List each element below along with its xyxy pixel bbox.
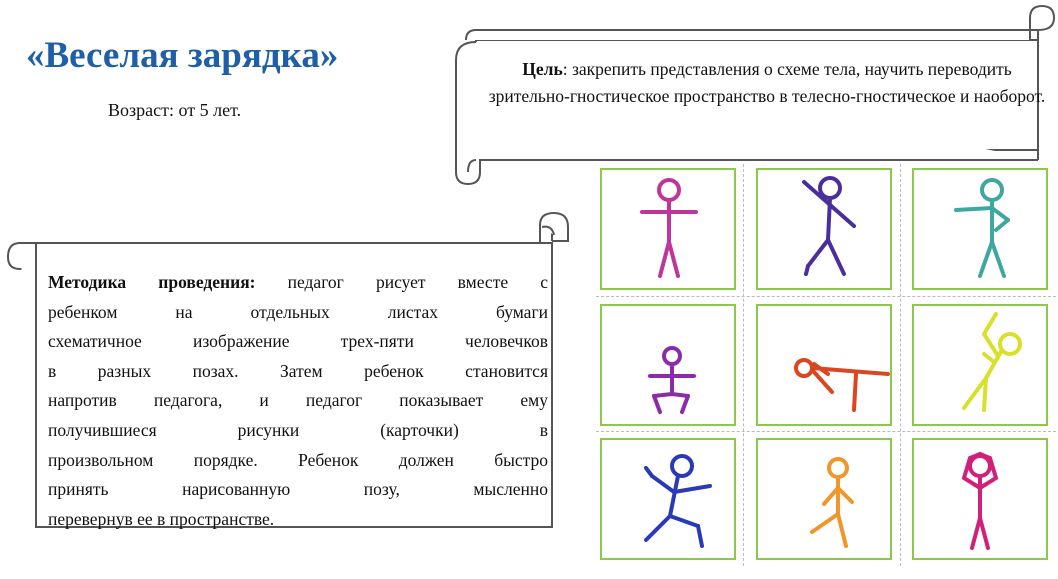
- method-line: схематичное изображение трех-пяти человечков: [48, 331, 548, 352]
- stick-figure-walking-icon: [758, 440, 890, 558]
- method-line: принять нарисованную позу, мысленно: [48, 479, 548, 500]
- goal-text: [484, 56, 1050, 110]
- age-label: Возраст: от 5 лет.: [108, 100, 242, 120]
- pose-cards-grid: [596, 164, 1056, 566]
- method-line: перевернув ее в пространстве.: [48, 508, 275, 529]
- method-line: напротив педагога, и педагог показывает ему: [48, 390, 548, 411]
- pose-card: [600, 304, 736, 426]
- pose-card: [756, 304, 892, 426]
- pose-card: [756, 438, 892, 560]
- stick-figure-side-bend-icon: [914, 306, 1046, 424]
- stick-figure-lunge-arms-out-icon: [602, 440, 734, 558]
- method-line: произвольном порядке. Ребенок должен быстро: [48, 449, 548, 470]
- method-line: Методика проведения: педагог рисует вместе с: [48, 272, 548, 292]
- stick-figure-hand-on-hip-icon: [914, 170, 1046, 288]
- method-text: [48, 268, 548, 534]
- stick-figure-lunge-icon: [758, 170, 890, 288]
- pose-card: [600, 438, 736, 560]
- stick-figure-arms-out-icon: [602, 170, 734, 288]
- pose-card: [912, 304, 1048, 426]
- pose-card: [912, 168, 1048, 290]
- method-line: ребенком на отдельных листах бумаги: [48, 301, 548, 322]
- stick-figure-hands-on-head-icon: [914, 440, 1046, 558]
- stick-figure-squat-icon: [602, 306, 734, 424]
- pose-card: [912, 438, 1048, 560]
- pose-card: [600, 168, 736, 290]
- goal-label: Цель: [522, 59, 563, 79]
- method-line: в разных позах. Затем ребенок становится: [48, 360, 548, 381]
- method-label: Методика проведения:: [48, 272, 256, 292]
- stick-figure-plank-icon: [758, 306, 890, 424]
- method-line: получившиеся рисунки (карточки) в: [48, 419, 548, 440]
- page-title: «Веселая зарядка»: [26, 35, 339, 76]
- pose-card: [756, 168, 892, 290]
- goal-body: : закрепить представления о схеме тела, научить переводить зрительно-гностическое пространство в телесно-гностическое и наоборот.: [488, 59, 1046, 106]
